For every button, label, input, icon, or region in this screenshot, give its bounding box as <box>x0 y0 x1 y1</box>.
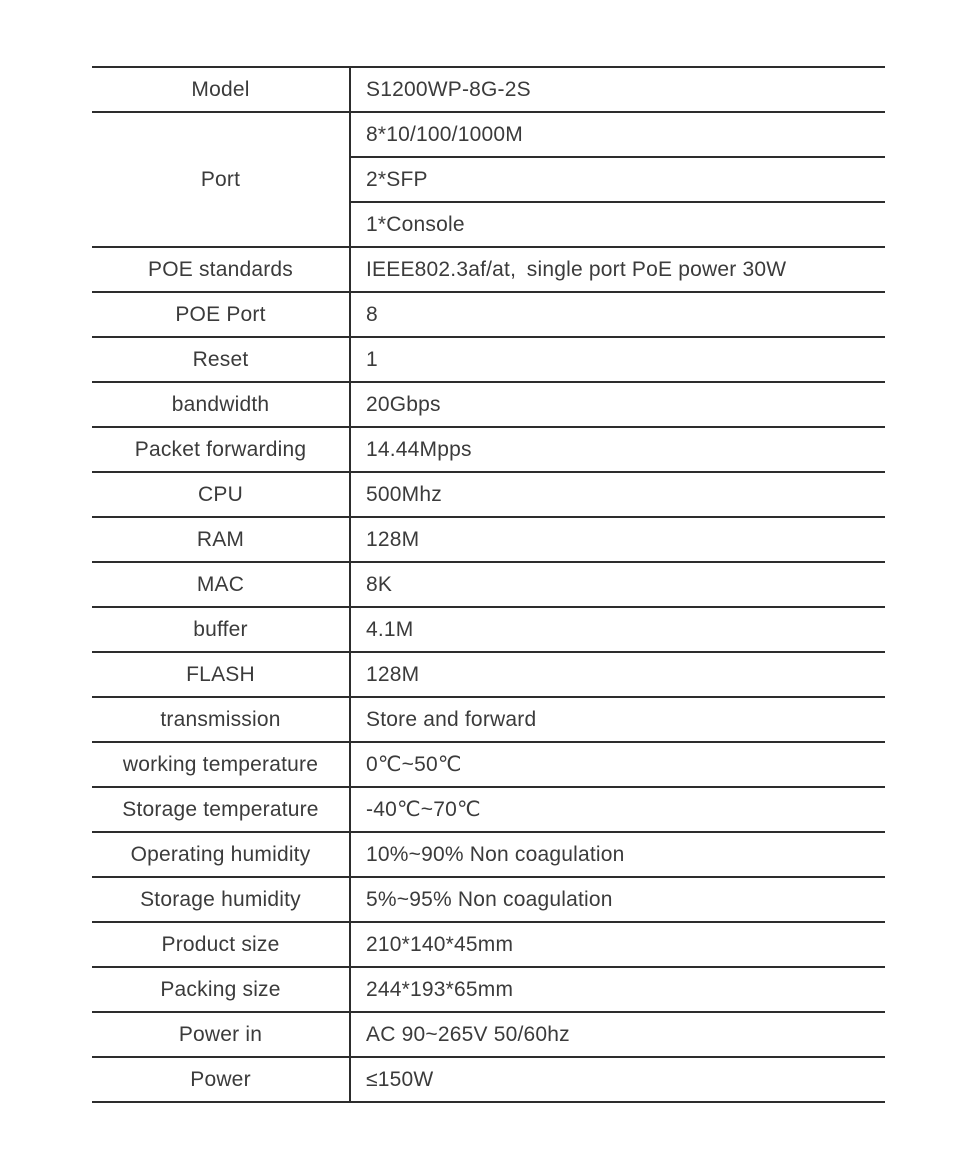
spec-value-port-console: 1*Console <box>350 202 885 247</box>
table-row <box>92 337 885 382</box>
spec-value-port-ethernet: 8*10/100/1000M <box>350 112 885 157</box>
spec-label-storage-humidity: Storage humidity <box>92 877 350 922</box>
table-row <box>92 1012 885 1057</box>
table-row <box>92 922 885 967</box>
spec-value-bandwidth: 20Gbps <box>350 382 885 427</box>
spec-label-cpu: CPU <box>92 472 350 517</box>
spec-label-port: Port <box>92 112 350 247</box>
table-row <box>92 562 885 607</box>
spec-value-transmission: Store and forward <box>350 697 885 742</box>
table-row <box>92 877 885 922</box>
spec-value-working-temperature: 0℃~50℃ <box>350 742 885 787</box>
table-row <box>92 112 885 157</box>
spec-value-power: ≤150W <box>350 1057 885 1102</box>
spec-value-cpu: 500Mhz <box>350 472 885 517</box>
spec-label-buffer: buffer <box>92 607 350 652</box>
spec-value-model: S1200WP-8G-2S <box>350 67 885 112</box>
spec-label-packet-forwarding: Packet forwarding <box>92 427 350 472</box>
spec-value-mac: 8K <box>350 562 885 607</box>
spec-label-ram: RAM <box>92 517 350 562</box>
spec-label-bandwidth: bandwidth <box>92 382 350 427</box>
spec-label-reset: Reset <box>92 337 350 382</box>
spec-value-storage-temperature: -40℃~70℃ <box>350 787 885 832</box>
table-row <box>92 247 885 292</box>
spec-label-poe-standards: POE standards <box>92 247 350 292</box>
spec-value-poe-standards: IEEE802.3af/at, single port PoE power 30W <box>350 247 885 292</box>
spec-value-reset: 1 <box>350 337 885 382</box>
spec-value-poe-port: 8 <box>350 292 885 337</box>
spec-label-power-in: Power in <box>92 1012 350 1057</box>
spec-value-port-sfp: 2*SFP <box>350 157 885 202</box>
spec-value-buffer: 4.1M <box>350 607 885 652</box>
spec-label-product-size: Product size <box>92 922 350 967</box>
table-row <box>92 292 885 337</box>
table-row <box>92 832 885 877</box>
table-row <box>92 967 885 1012</box>
spec-label-transmission: transmission <box>92 697 350 742</box>
spec-label-poe-port: POE Port <box>92 292 350 337</box>
spec-value-packing-size: 244*193*65mm <box>350 967 885 1012</box>
table-row <box>92 742 885 787</box>
spec-value-packet-forwarding: 14.44Mpps <box>350 427 885 472</box>
table-row <box>92 787 885 832</box>
spec-value-flash: 128M <box>350 652 885 697</box>
spec-value-ram: 128M <box>350 517 885 562</box>
spec-label-packing-size: Packing size <box>92 967 350 1012</box>
table-row <box>92 517 885 562</box>
spec-label-model: Model <box>92 67 350 112</box>
table-row <box>92 382 885 427</box>
table-row <box>92 607 885 652</box>
spec-label-operating-humidity: Operating humidity <box>92 832 350 877</box>
spec-label-storage-temperature: Storage temperature <box>92 787 350 832</box>
spec-table <box>92 66 885 1103</box>
spec-value-storage-humidity: 5%~95% Non coagulation <box>350 877 885 922</box>
table-row <box>92 427 885 472</box>
spec-label-mac: MAC <box>92 562 350 607</box>
spec-label-flash: FLASH <box>92 652 350 697</box>
spec-label-working-temperature: working temperature <box>92 742 350 787</box>
spec-value-operating-humidity: 10%~90% Non coagulation <box>350 832 885 877</box>
table-row <box>92 472 885 517</box>
table-row <box>92 697 885 742</box>
spec-value-product-size: 210*140*45mm <box>350 922 885 967</box>
table-row <box>92 1057 885 1102</box>
table-row <box>92 67 885 112</box>
spec-label-power: Power <box>92 1057 350 1102</box>
table-row <box>92 652 885 697</box>
spec-value-power-in: AC 90~265V 50/60hz <box>350 1012 885 1057</box>
